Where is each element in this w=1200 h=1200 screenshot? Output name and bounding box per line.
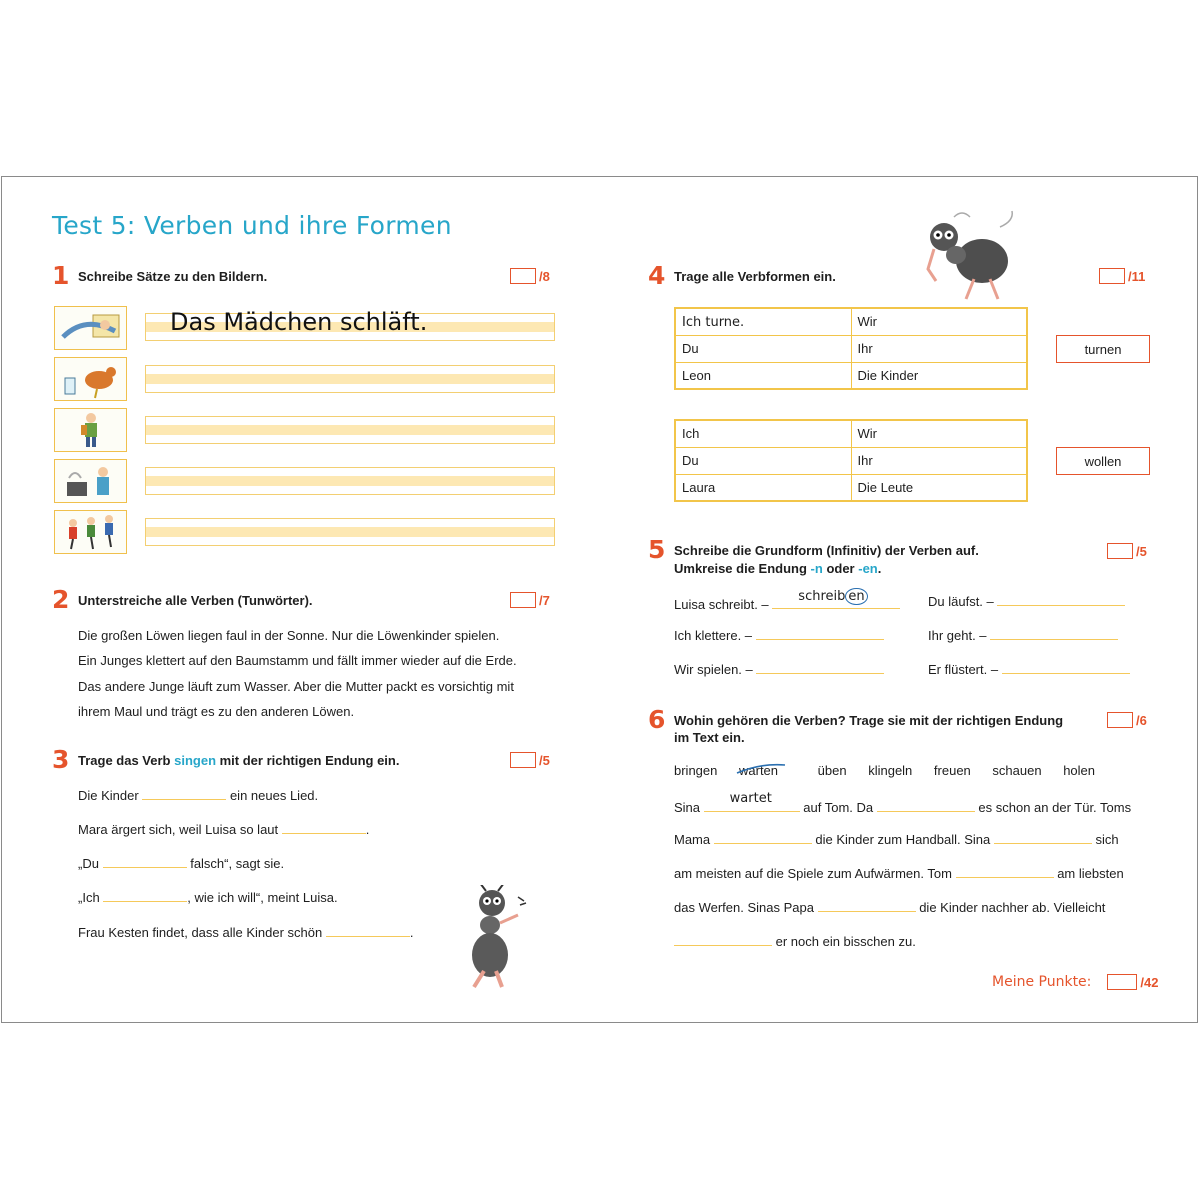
score-box[interactable]: [510, 268, 536, 284]
task6-text-line: Mama die Kinder zum Handball. Sina sich: [674, 832, 1119, 847]
task5-score: [1107, 543, 1147, 559]
answer-blank[interactable]: [714, 842, 812, 844]
writing-line[interactable]: [145, 467, 555, 495]
answer-blank[interactable]: [103, 900, 187, 902]
answer-blank[interactable]: [956, 876, 1054, 878]
answer-blank[interactable]: wartet: [704, 797, 800, 812]
task6-text-line: Sina wartet auf Tom. Da es schon an der Tür. Toms: [674, 791, 1132, 815]
answer-blank[interactable]: [282, 832, 366, 834]
task5-item: Du läufst. –: [928, 594, 1125, 609]
table-cell[interactable]: Wir: [851, 308, 1027, 335]
task6-text-line: das Werfen. Sinas Papa die Kinder nachher ab. Vielleicht: [674, 900, 1106, 915]
task3-sentence: Die Kinder ein neues Lied.: [78, 788, 319, 803]
score-box[interactable]: [1107, 543, 1133, 559]
score-total: /7: [539, 592, 550, 608]
girl-sleeping-illustration: [54, 306, 127, 350]
answer-blank[interactable]: [103, 866, 187, 868]
task6-number: 6: [648, 705, 666, 734]
children-playing-illustration: [54, 510, 127, 554]
word-bank-item: klingeln: [868, 763, 913, 778]
task3-instruction: Trage das Verb singen mit der richtigen Endung ein.: [78, 753, 400, 768]
task2-number: 2: [52, 585, 70, 614]
answer-blank[interactable]: [997, 604, 1125, 606]
task6-text-line: am meisten auf die Spiele zum Aufwärmen. Tom am liebsten: [674, 866, 1124, 881]
writing-line[interactable]: [145, 416, 555, 444]
task2-text-line: ihrem Maul und trägt es zu den anderen Löwen.: [78, 704, 355, 719]
task1-number: 1: [52, 261, 70, 290]
verb-box-wollen: wollen: [1056, 447, 1150, 475]
score-box[interactable]: [1107, 712, 1133, 728]
task3-sentence: „Du falsch“, sagt sie.: [78, 856, 285, 871]
task4-score: [1099, 268, 1145, 284]
score-box[interactable]: [510, 592, 536, 608]
table-cell[interactable]: Laura: [675, 474, 851, 501]
table-cell[interactable]: Du: [675, 335, 851, 362]
task6-instruction-line1: Wohin gehören die Verben? Trage sie mit der richtigen Endung: [674, 713, 1064, 728]
total-label: Meine Punkte:: [992, 974, 1092, 990]
person-cooking-illustration: [54, 459, 127, 503]
writing-line[interactable]: [145, 518, 555, 546]
task2-text-line: Das andere Junge läuft zum Wasser. Aber die Mutter packt es vorsichtig mit: [78, 679, 514, 694]
table-cell[interactable]: Du: [675, 447, 851, 474]
highlighted-verb: singen: [174, 753, 217, 768]
circled-ending: en: [845, 588, 867, 605]
score-total: /11: [1128, 268, 1146, 284]
answer-blank[interactable]: [142, 798, 226, 800]
answer-blank[interactable]: schreib en: [772, 594, 900, 609]
task1-score: [510, 268, 550, 284]
answer-blank[interactable]: [674, 944, 772, 946]
task3-score: [510, 752, 550, 768]
table-cell[interactable]: Ich turne.: [675, 308, 851, 335]
task2-score: [510, 592, 550, 608]
task6-instruction-line2: im Text ein.: [674, 730, 745, 745]
ant-with-ball-illustration: [914, 207, 1024, 310]
task6-score: [1107, 712, 1147, 728]
score-box[interactable]: [1107, 974, 1137, 990]
table-cell[interactable]: Die Kinder: [851, 362, 1027, 389]
verb-table-wollen: [674, 419, 1028, 502]
task3-sentence: Mara ärgert sich, weil Luisa so laut .: [78, 822, 370, 837]
singing-ant-illustration: [454, 885, 534, 1000]
answer-blank[interactable]: [756, 672, 884, 674]
writing-line[interactable]: [145, 365, 555, 393]
task5-number: 5: [648, 535, 666, 564]
answer-blank[interactable]: [1002, 672, 1130, 674]
task6-text-line: er noch ein bisschen zu.: [674, 934, 916, 949]
table-cell[interactable]: Wir: [851, 420, 1027, 447]
table-cell[interactable]: Leon: [675, 362, 851, 389]
verb-box-turnen: turnen: [1056, 335, 1150, 363]
word-bank-item: freuen: [933, 763, 971, 778]
score-total: /6: [1136, 712, 1147, 728]
task2-text-line: Die großen Löwen liegen faul in der Sonne. Nur die Löwenkinder spielen.: [78, 628, 500, 643]
score-total: /42: [1140, 974, 1159, 990]
answer-blank[interactable]: [877, 810, 975, 812]
task5-item: Luisa schreibt. – schreib en: [674, 594, 900, 612]
word-bank-item: holen: [1063, 763, 1096, 778]
task5-instruction-line2: Umkreise die Endung -n oder -en.: [674, 561, 882, 576]
answer-blank[interactable]: [818, 910, 916, 912]
task5-item: Ihr geht. –: [928, 628, 1118, 643]
task2-instruction: Unterstreiche alle Verben (Tunwörter).: [78, 593, 313, 608]
task2-text-line: Ein Junges klettert auf den Baumstamm und fällt immer wieder auf die Erde.: [78, 653, 517, 668]
verb-table-turnen: [674, 307, 1028, 390]
score-box[interactable]: [1099, 268, 1125, 284]
table-cell[interactable]: Ich: [675, 420, 851, 447]
word-bank-item-crossed: warten: [739, 763, 800, 778]
task3-sentence: „Ich , wie ich will“, meint Luisa.: [78, 890, 338, 905]
worksheet-page: [1, 176, 1198, 1023]
word-bank-item: schauen: [992, 763, 1042, 778]
page-title: Test 5: Verben und ihre Formen: [52, 211, 452, 240]
boy-with-backpack-illustration: [54, 408, 127, 452]
task5-item: Er flüstert. –: [928, 662, 1130, 677]
table-cell[interactable]: Die Leute: [851, 474, 1027, 501]
task3-sentence: Frau Kesten findet, dass alle Kinder schön .: [78, 925, 414, 940]
word-bank-item: bringen: [674, 763, 718, 778]
total-score: [992, 974, 1158, 990]
answer-blank[interactable]: [326, 935, 410, 937]
chicken-drinking-illustration: [54, 357, 127, 401]
task4-instruction: Trage alle Verbformen ein.: [674, 269, 836, 284]
strikethrough-mark: [735, 761, 789, 777]
table-cell[interactable]: Ihr: [851, 447, 1027, 474]
score-total: /5: [1136, 543, 1147, 559]
task5-item: Wir spielen. –: [674, 662, 884, 677]
score-box[interactable]: [510, 752, 536, 768]
task1-instruction: Schreibe Sätze zu den Bildern.: [78, 269, 268, 284]
word-bank: [674, 763, 1113, 778]
example-sentence: Das Mädchen schläft.: [170, 308, 428, 336]
answer-blank[interactable]: [994, 842, 1092, 844]
table-cell[interactable]: Ihr: [851, 335, 1027, 362]
task5-item: Ich klettere. –: [674, 628, 884, 643]
score-total: /8: [539, 268, 550, 284]
task4-number: 4: [648, 261, 666, 290]
word-bank-item: üben: [817, 763, 847, 778]
score-total: /5: [539, 752, 550, 768]
answer-blank[interactable]: [756, 638, 884, 640]
answer-blank[interactable]: [990, 638, 1118, 640]
task3-number: 3: [52, 745, 70, 774]
task5-instruction-line1: Schreibe die Grundform (Infinitiv) der Verben auf.: [674, 543, 979, 558]
